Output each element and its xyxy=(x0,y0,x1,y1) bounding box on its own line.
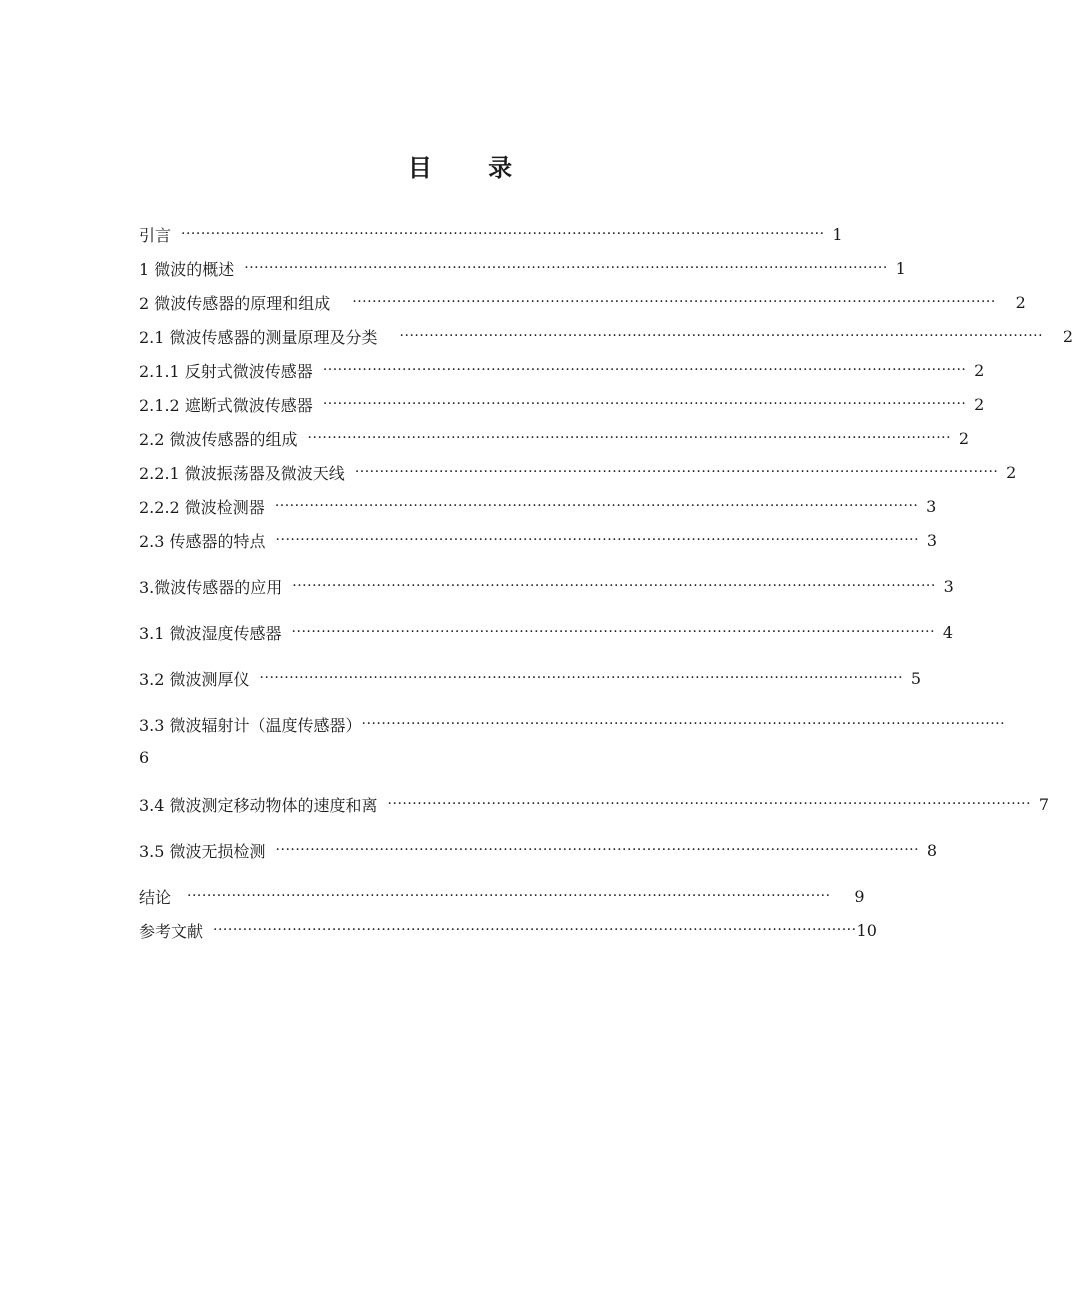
toc-entry[interactable] xyxy=(139,620,954,644)
toc-leader-dots: ·································································································································· xyxy=(361,716,1006,732)
toc-entry[interactable] xyxy=(139,392,985,416)
toc-entry-page: 8 xyxy=(926,840,938,860)
toc-leader-dots: ·································································································································· xyxy=(291,624,936,640)
toc-entry[interactable] xyxy=(139,460,1017,484)
toc-entry-label: 引言 xyxy=(139,225,172,245)
toc-entry-page: 3 xyxy=(926,496,937,516)
toc-entry-page: 1 xyxy=(895,258,906,278)
toc-entry-page: 4 xyxy=(942,622,954,642)
toc-entry-label: 3.3 微波辐射计（温度传感器） xyxy=(139,715,362,735)
toc-entry-label: 2 微波传感器的原理和组成 xyxy=(139,293,331,313)
toc-entry[interactable] xyxy=(139,574,954,598)
toc-entry-page: 2 xyxy=(1062,326,1073,346)
toc-entry[interactable] xyxy=(139,358,985,382)
toc-leader-dots: ·································································································································· xyxy=(307,430,952,446)
toc-leader-dots: ·································································································································· xyxy=(181,226,825,242)
toc-entry-label: 2.3 传感器的特点 xyxy=(139,531,266,551)
toc-entry-label: 3.1 微波湿度传感器 xyxy=(139,623,282,643)
toc-leader-dots: ·································································································································· xyxy=(275,532,920,548)
toc-entry[interactable] xyxy=(139,290,1026,314)
toc-entry-page: 2 xyxy=(974,360,985,380)
toc-entry[interactable] xyxy=(139,494,937,518)
toc-entry[interactable] xyxy=(139,838,938,862)
toc-entry-page: 9 xyxy=(854,886,865,906)
toc-leader-dots: ·································································································································· xyxy=(187,888,831,904)
toc-leader-dots: ·································································································································· xyxy=(275,842,920,858)
toc-entry-page: 2 xyxy=(958,428,970,448)
toc-entry-label: 2.1.2 遮断式微波传感器 xyxy=(139,395,313,415)
toc-entry-label: 2.1 微波传感器的测量原理及分类 xyxy=(139,327,378,347)
toc-entry[interactable] xyxy=(139,918,877,942)
toc-entry[interactable] xyxy=(139,324,1073,348)
toc-entry-page: 6 xyxy=(139,748,150,767)
toc-entry[interactable] xyxy=(139,528,938,552)
toc-entry-page: 1 xyxy=(832,224,843,244)
toc-entry-page: 2 xyxy=(1015,292,1026,312)
toc-leader-dots: ·································································································································· xyxy=(399,328,1044,344)
toc-entry-label: 2.1.1 反射式微波传感器 xyxy=(139,361,313,381)
toc-entry-label: 2.2.2 微波检测器 xyxy=(139,497,265,517)
toc-entry-page: 3 xyxy=(926,530,938,550)
toc-entry[interactable] xyxy=(139,256,906,280)
toc-leader-dots: ·································································································································· xyxy=(354,464,999,480)
page-title: 目 录 xyxy=(407,153,537,182)
toc-entry-label: 3.微波传感器的应用 xyxy=(139,577,283,597)
toc-leader-dots: ·································································································································· xyxy=(322,396,967,412)
toc-entry-page: 3 xyxy=(943,576,954,596)
toc-entry-page: 10 xyxy=(856,920,877,940)
toc-entry-label: 2.2 微波传感器的组成 xyxy=(139,429,298,449)
toc-leader-dots: ·································································································································· xyxy=(259,670,904,686)
toc-entry-label: 3.4 微波测定移动物体的速度和离 xyxy=(139,795,378,815)
toc-entry-label: 1 微波的概述 xyxy=(139,259,235,279)
toc-leader-dots: ·································································································································· xyxy=(387,796,1032,812)
toc-entry-page: 2 xyxy=(974,394,985,414)
toc-entry-label: 2.2.1 微波振荡器及微波天线 xyxy=(139,463,345,483)
toc-entry[interactable] xyxy=(139,712,1006,736)
toc-leader-dots: ·································································································································· xyxy=(292,578,936,594)
toc-entry-page: 5 xyxy=(910,668,922,688)
toc-entry[interactable] xyxy=(139,792,1050,816)
toc-leader-dots: ·································································································································· xyxy=(274,498,919,514)
toc-entry[interactable] xyxy=(139,666,922,690)
toc-entry-page: 7 xyxy=(1038,794,1050,814)
toc-leader-dots: ·································································································································· xyxy=(213,922,857,938)
toc-entry-label: 3.5 微波无损检测 xyxy=(139,841,266,861)
toc-leader-dots: ·································································································································· xyxy=(352,294,996,310)
toc-leader-dots: ·································································································································· xyxy=(244,260,888,276)
toc-entry[interactable] xyxy=(139,222,843,246)
toc-entry-label: 3.2 微波测厚仪 xyxy=(139,669,250,689)
toc-entry-label: 结论 xyxy=(139,887,172,907)
toc-entry[interactable] xyxy=(139,426,970,450)
toc-entry-page: 2 xyxy=(1006,462,1017,482)
toc-leader-dots: ·································································································································· xyxy=(322,362,967,378)
toc-entry-label: 参考文献 xyxy=(139,921,204,941)
toc-entry[interactable] xyxy=(139,884,865,908)
